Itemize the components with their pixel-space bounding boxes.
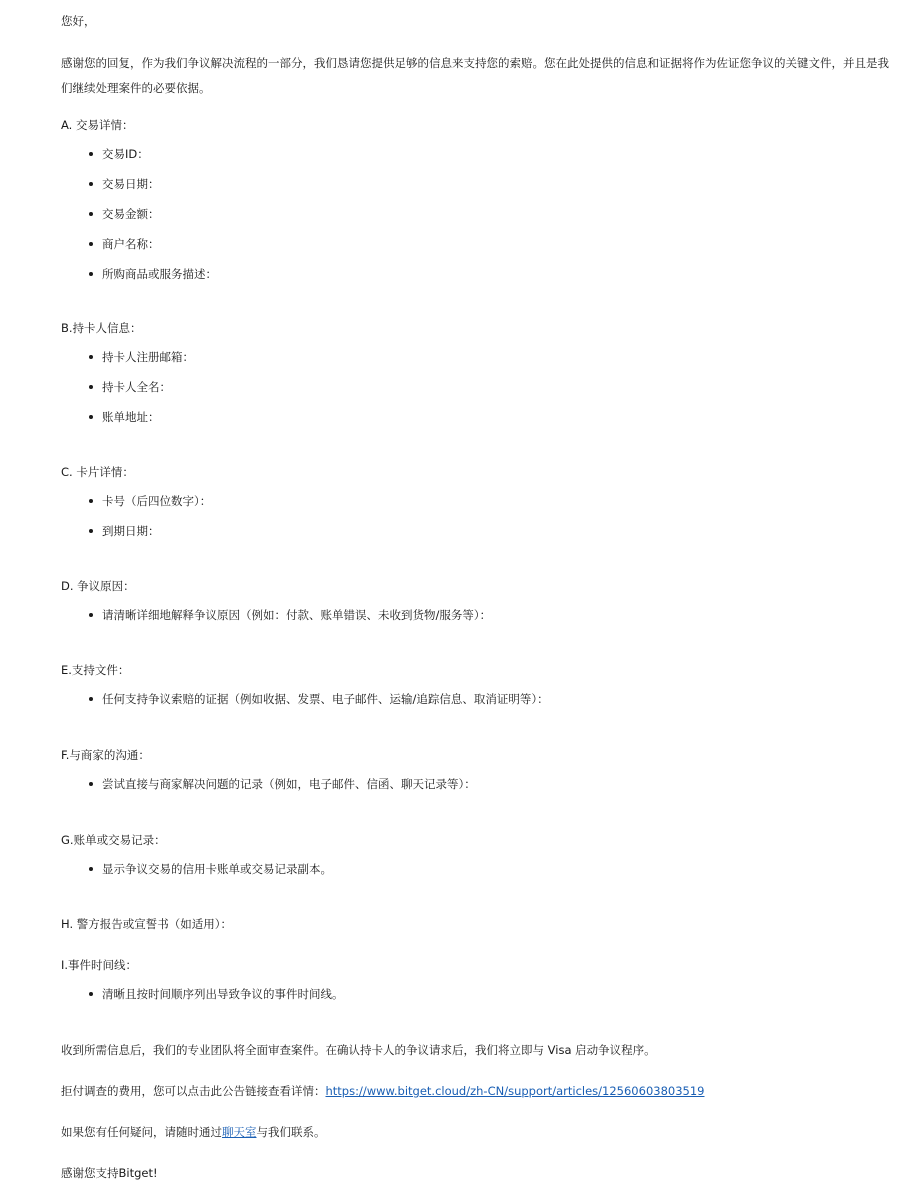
fee-article-link[interactable]: https://www.bitget.cloud/zh-CN/support/articles/12560603803519: [325, 1084, 705, 1098]
list-item: 尝试直接与商家解决问题的记录（例如，电子邮件、信函、聊天记录等）：: [0, 777, 476, 807]
section-f-list: [0, 777, 476, 807]
list-item: 显示争议交易的信用卡账单或交易记录副本。: [0, 862, 332, 892]
section-f-title: F.与商家的沟通：: [61, 748, 150, 762]
section-g-title: G.账单或交易记录：: [61, 833, 166, 847]
fee-text: 拒付调查的费用，您可以点击此公告链接查看详情：: [61, 1084, 326, 1098]
section-a-title: A. 交易详情：: [61, 118, 134, 132]
list-item: 交易日期：: [0, 177, 217, 207]
list-item: 交易ID：: [0, 147, 217, 177]
chat-room-link[interactable]: 聊天室: [222, 1125, 257, 1139]
section-g-list: [0, 862, 332, 892]
list-item: 持卡人全名：: [0, 380, 194, 410]
list-item: 到期日期：: [0, 524, 211, 554]
list-item: 商户名称：: [0, 237, 217, 267]
section-e-title: E.支持文件：: [61, 663, 130, 677]
section-a-list: [0, 147, 217, 297]
section-e-list: [0, 692, 549, 722]
section-d-title: D. 争议原因：: [61, 579, 135, 593]
section-b-title: B.持卡人信息：: [61, 321, 142, 335]
list-item: 卡号（后四位数字）：: [0, 494, 211, 524]
section-h-title: H. 警方报告或宣誓书（如适用）：: [61, 917, 233, 931]
section-c-list: [0, 494, 211, 554]
list-item: 持卡人注册邮箱：: [0, 350, 194, 380]
section-c-title: C. 卡片详情：: [61, 465, 134, 479]
list-item: 交易金额：: [0, 207, 217, 237]
list-item: 任何支持争议索赔的证据（例如收据、发票、电子邮件、运输/追踪信息、取消证明等）：: [0, 692, 549, 722]
greeting: 您好，: [61, 14, 96, 28]
list-item: 账单地址：: [0, 410, 194, 440]
list-item: 请清晰详细地解释争议原因（例如：付款、账单错误、未收到货物/服务等）：: [0, 608, 491, 638]
section-i-list: [0, 987, 344, 1017]
list-item: 所购商品或服务描述：: [0, 267, 217, 297]
fee-paragraph: [61, 1083, 704, 1099]
section-i-title: I.事件时间线：: [61, 958, 138, 972]
thanks-line: 感谢您支持Bitget!: [61, 1166, 158, 1180]
contact-text-before: 如果您有任何疑问，请随时通过: [61, 1125, 222, 1139]
section-d-list: [0, 608, 491, 638]
contact-text-after: 与我们联系。: [256, 1125, 326, 1139]
section-b-list: [0, 350, 194, 440]
contact-paragraph: [61, 1124, 326, 1140]
intro-paragraph: 感谢您的回复，作为我们争议解决流程的一部分，我们恳请您提供足够的信息来支持您的索赔。您在此处提供的信息和证据将作为佐证您争议的关键文件，并且是我们继续处理案件的必要依据。: [61, 56, 889, 95]
review-paragraph: 收到所需信息后，我们的专业团队将全面审查案件。在确认持卡人的争议请求后，我们将立即与 Visa 启动争议程序。: [61, 1043, 656, 1057]
list-item: 清晰且按时间顺序列出导致争议的事件时间线。: [0, 987, 344, 1017]
